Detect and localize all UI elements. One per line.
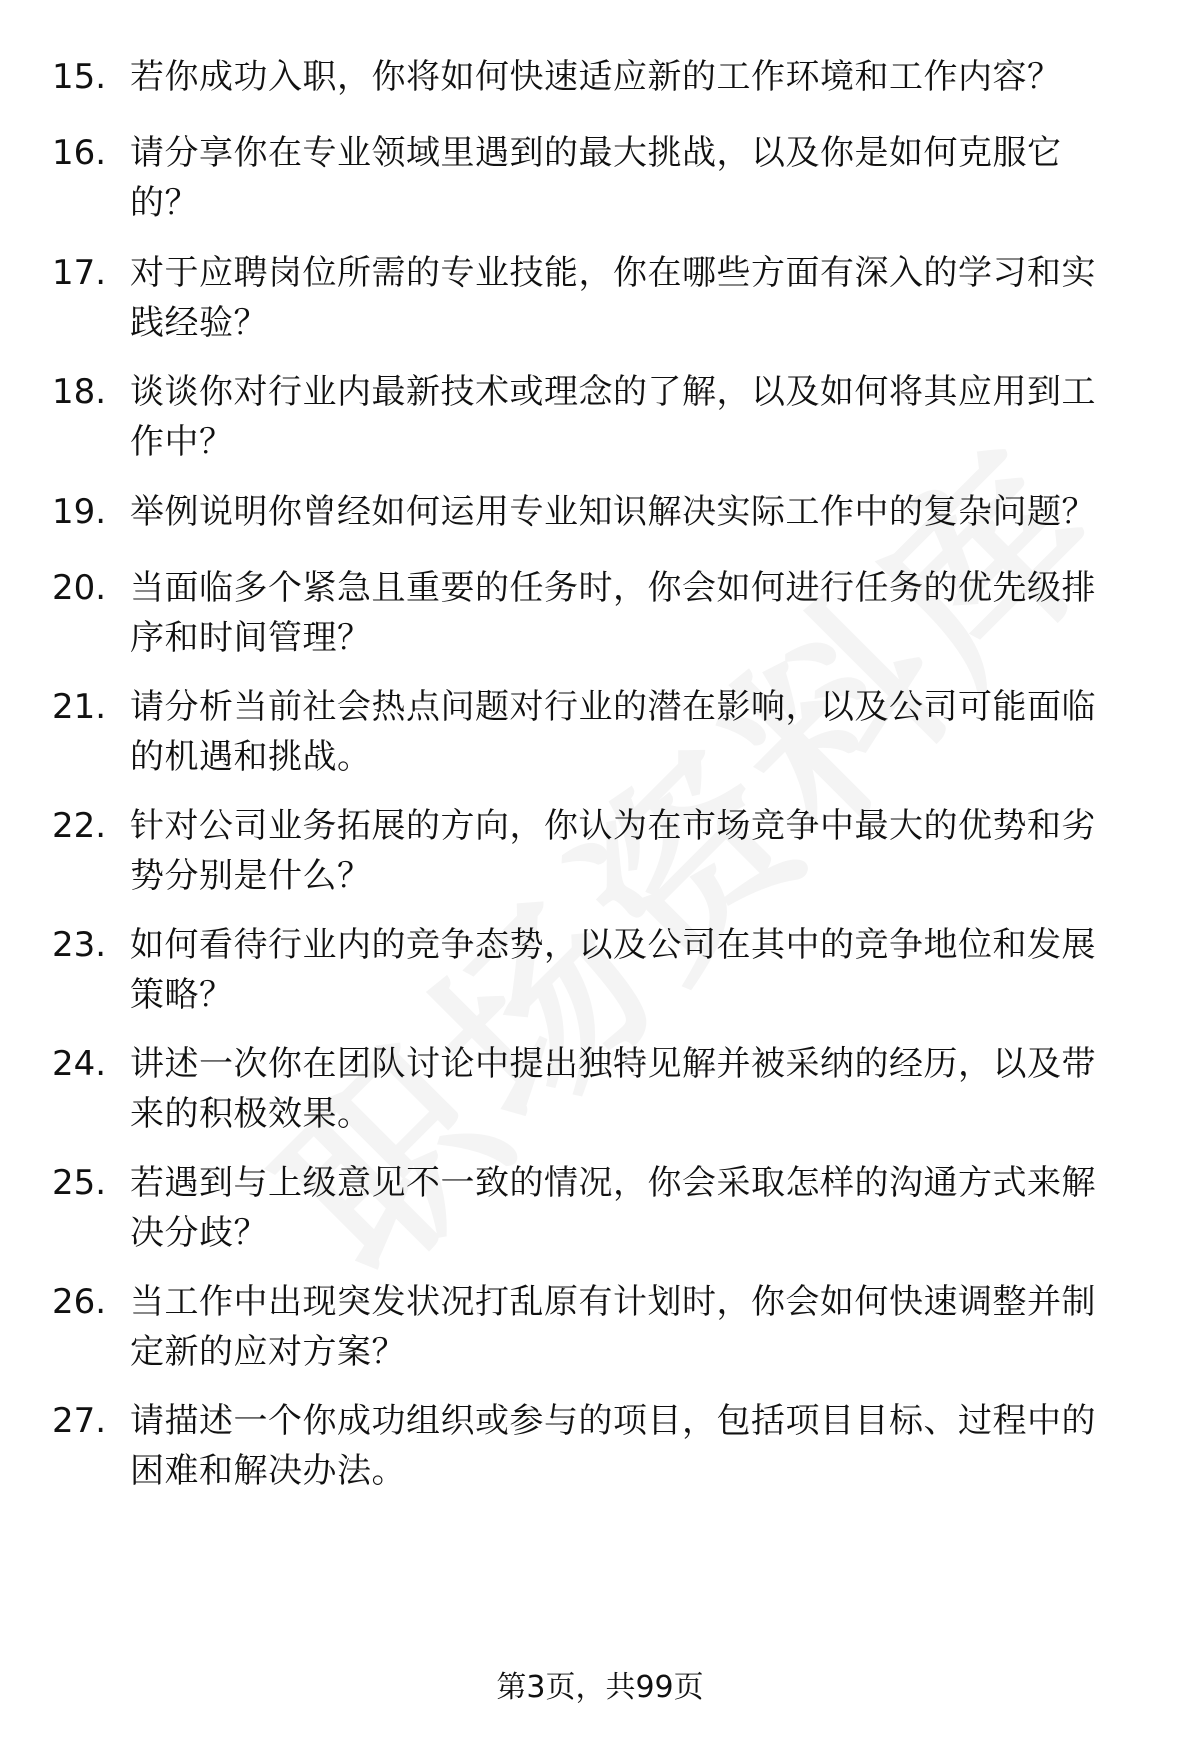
question-text: [130, 682, 1200, 782]
question-line: 践经验？: [130, 303, 268, 343]
question-line: 策略？: [130, 975, 234, 1015]
question-line: 作中？: [130, 422, 234, 462]
question-text: [130, 52, 1200, 102]
question-line: 定新的应对方案？: [130, 1332, 406, 1372]
question-number: 16.: [52, 133, 107, 173]
question-number: 17.: [52, 253, 107, 293]
question-line: 来的积极效果。: [130, 1094, 372, 1134]
page-footer: [0, 1668, 1200, 1708]
question-line: 的？: [130, 183, 199, 223]
question-line: 对于应聘岗位所需的专业技能，你在哪些方面有深入的学习和实: [130, 253, 1096, 293]
question-text: [130, 1039, 1200, 1139]
question-number: 23.: [52, 925, 107, 965]
question-line: 困难和解决办法。: [130, 1451, 406, 1491]
question-number: 18.: [52, 372, 107, 412]
question-line: 势分别是什么？: [130, 856, 372, 896]
question-text: [130, 1277, 1200, 1377]
question-line: 序和时间管理？: [130, 618, 372, 658]
question-line: 若遇到与上级意见不一致的情况，你会采取怎样的沟通方式来解: [130, 1163, 1096, 1203]
question-text: [130, 1158, 1200, 1258]
question-line: 请分享你在专业领域里遇到的最大挑战，以及你是如何克服它: [130, 133, 1062, 173]
question-text: [130, 487, 1200, 537]
question-number: 15.: [52, 57, 107, 97]
question-line: 如何看待行业内的竞争态势，以及公司在其中的竞争地位和发展: [130, 925, 1096, 965]
question-line: 谈谈你对行业内最新技术或理念的了解，以及如何将其应用到工: [130, 372, 1096, 412]
question-number: 19.: [52, 492, 107, 532]
question-number: 25.: [52, 1163, 107, 1203]
question-line: 决分歧？: [130, 1213, 268, 1253]
question-line: 举例说明你曾经如何运用专业知识解决实际工作中的复杂问题？: [130, 492, 1096, 532]
question-text: [130, 367, 1200, 467]
question-line: 当工作中出现突发状况打乱原有计划时，你会如何快速调整并制: [130, 1282, 1096, 1322]
question-number: 22.: [52, 806, 107, 846]
question-text: [130, 1396, 1200, 1496]
question-line: 当面临多个紧急且重要的任务时，你会如何进行任务的优先级排: [130, 568, 1096, 608]
question-line: 请分析当前社会热点问题对行业的潜在影响，以及公司可能面临: [130, 687, 1096, 727]
question-line: 的机遇和挑战。: [130, 737, 372, 777]
question-number: 21.: [52, 687, 107, 727]
page-number-label: 第3页，共99页: [496, 1670, 704, 1705]
question-text: [130, 563, 1200, 663]
question-text: [130, 801, 1200, 901]
question-number: 27.: [52, 1401, 107, 1441]
question-text: [130, 128, 1200, 228]
question-number: 24.: [52, 1044, 107, 1084]
question-line: 请描述一个你成功组织或参与的项目，包括项目目标、过程中的: [130, 1401, 1096, 1441]
question-text: [130, 920, 1200, 1020]
question-number: 26.: [52, 1282, 107, 1322]
question-line: 讲述一次你在团队讨论中提出独特见解并被采纳的经历，以及带: [130, 1044, 1096, 1084]
question-text: [130, 248, 1200, 348]
question-number: 20.: [52, 568, 107, 608]
question-line: 若你成功入职，你将如何快速适应新的工作环境和工作内容？: [130, 57, 1062, 97]
question-line: 针对公司业务拓展的方向，你认为在市场竞争中最大的优势和劣: [130, 806, 1096, 846]
